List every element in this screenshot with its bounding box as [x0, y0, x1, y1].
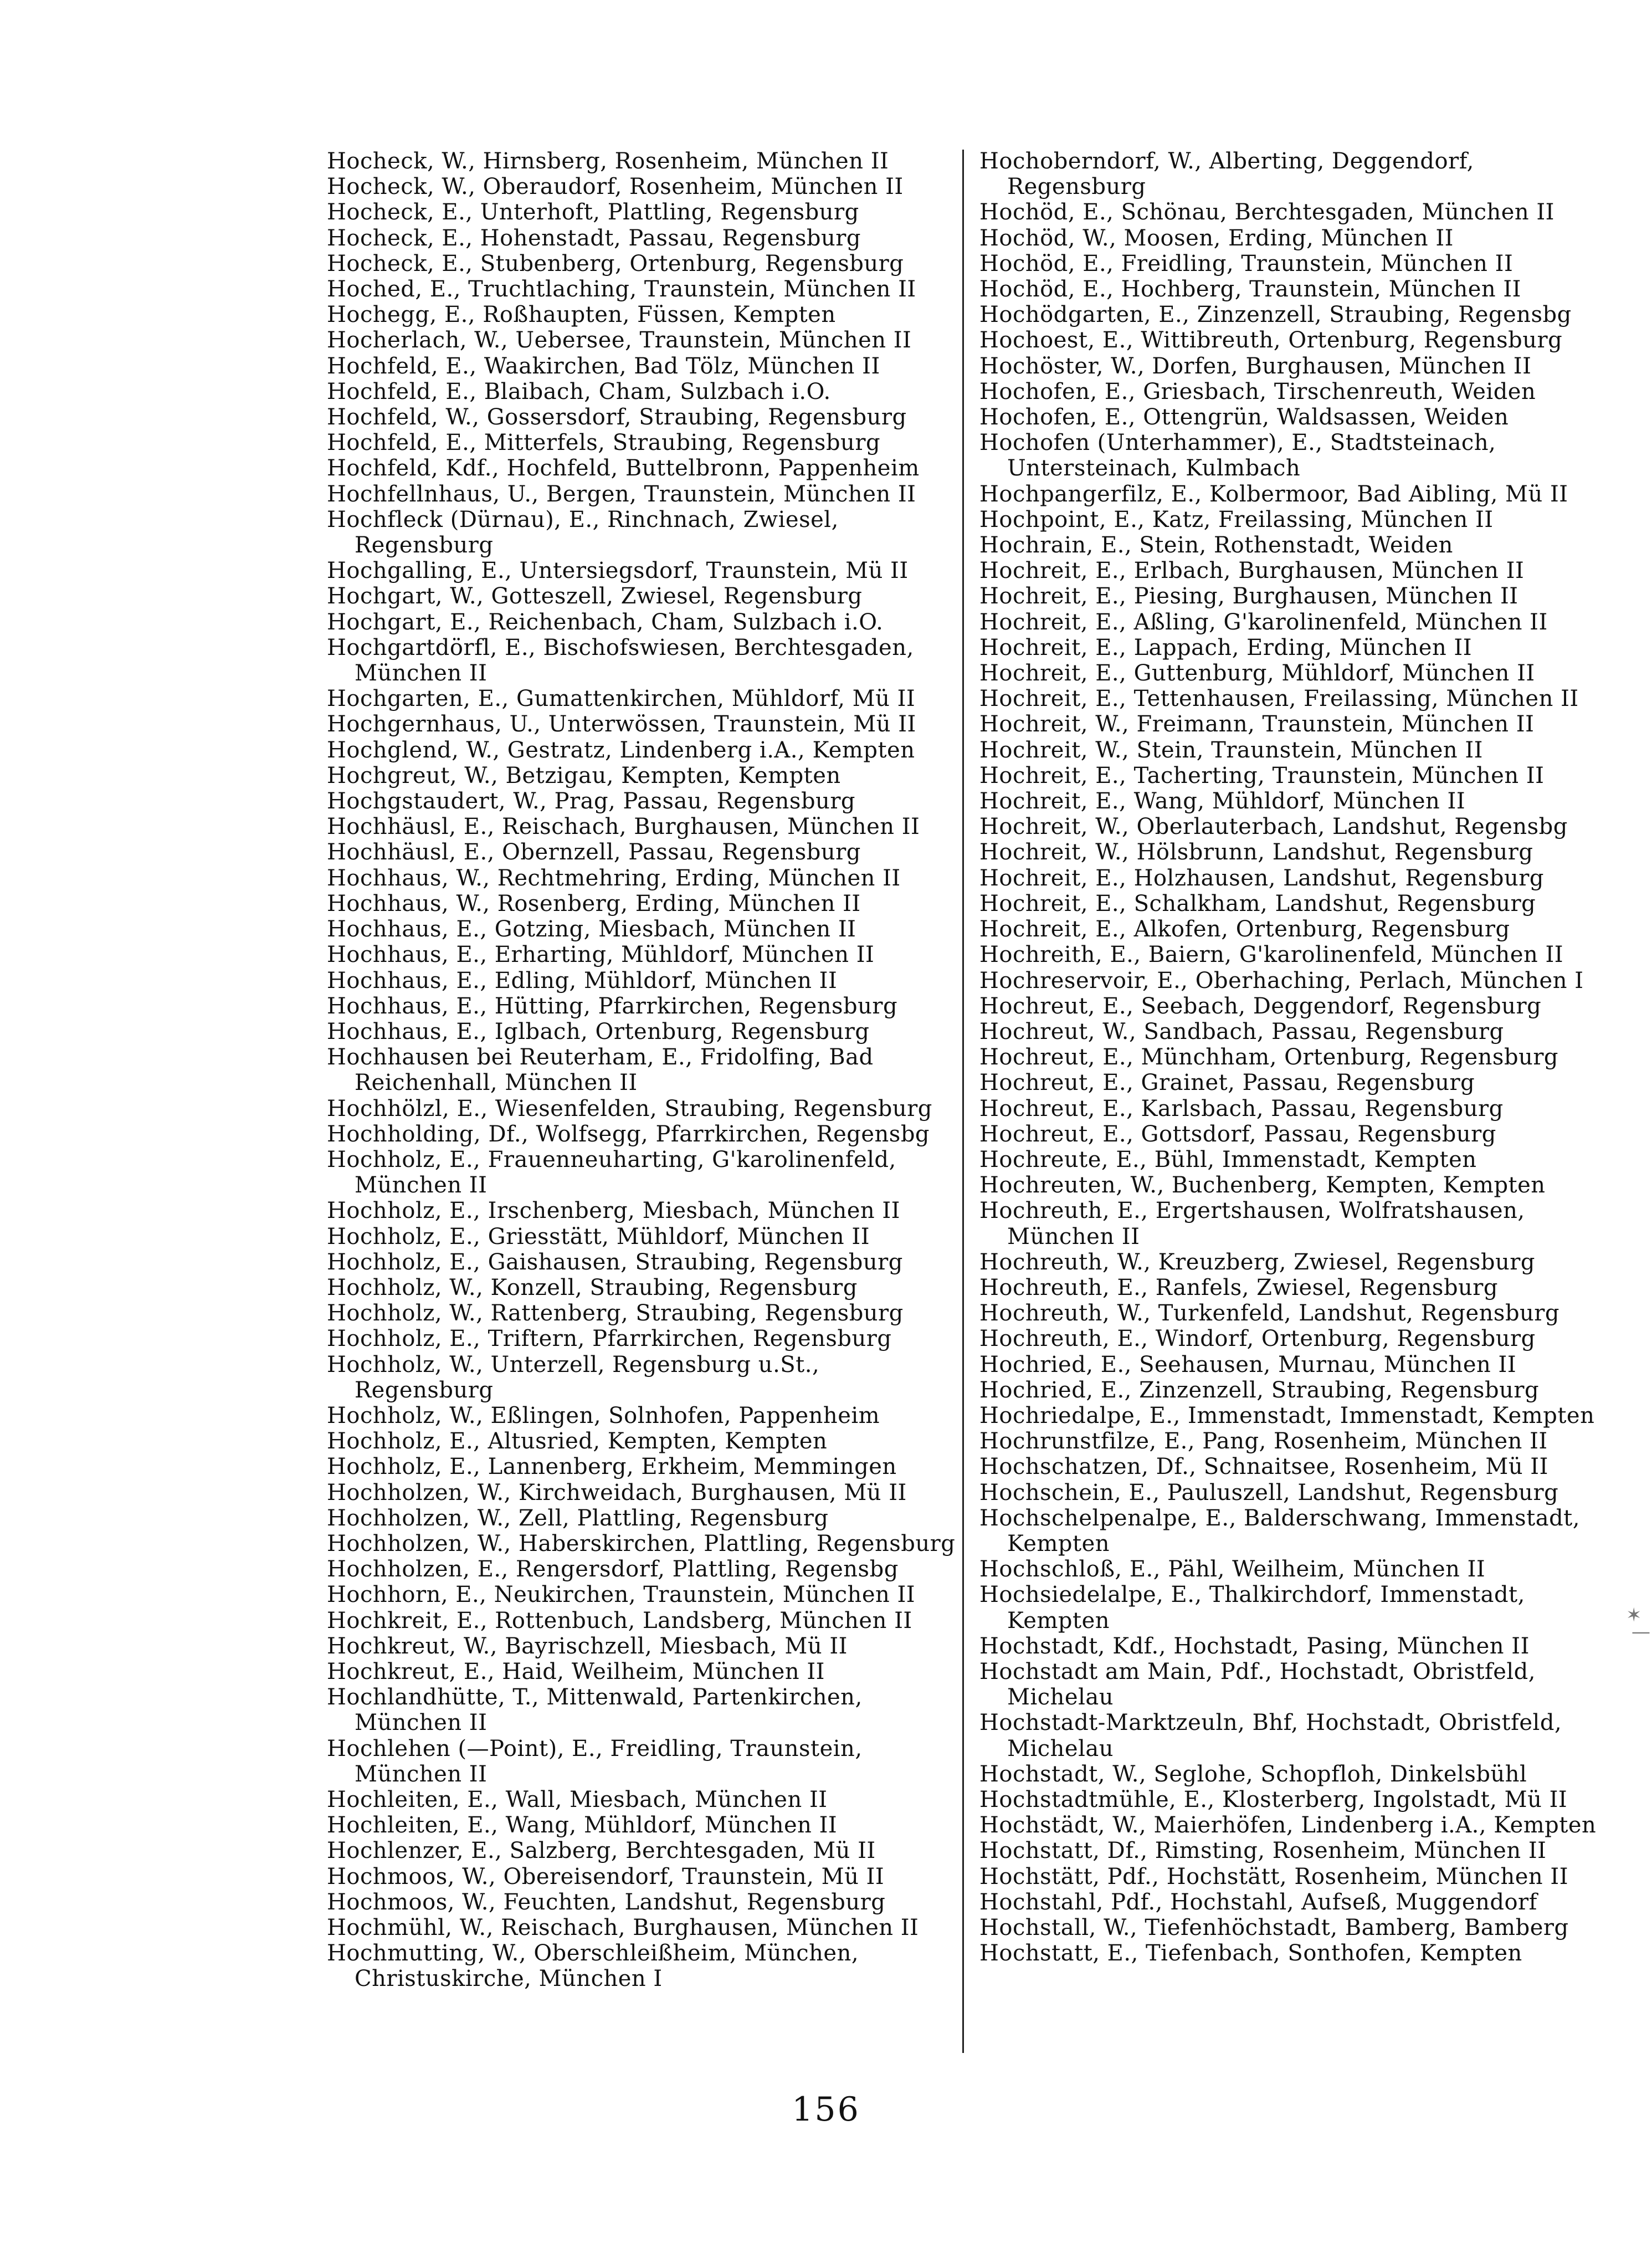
gazetteer-entry: Hochreuth, E., Ranfels, Zwiesel, Regensburg — [979, 1274, 1499, 1300]
gazetteer-entry: Hochhaus, E., Erharting, Mühldorf, München II — [327, 942, 875, 968]
gazetteer-entry: Hochstall, W., Tiefenhöchstadt, Bamberg, Bamberg — [979, 1915, 1569, 1941]
gazetteer-entry: Hocherlach, W., Uebersee, Traunstein, München II — [327, 327, 912, 354]
gazetteer-entry: Hoched, E., Truchtlaching, Traunstein, München II — [327, 277, 916, 303]
gazetteer-entry: Hochstahl, Pdf., Hochstahl, Aufseß, Muggendorf — [979, 1889, 1537, 1915]
gazetteer-entry: Hochofen, E., Ottengrün, Waldsassen, Weiden — [979, 405, 1509, 431]
gazetteer-entry: Hochreut, E., Gottsdorf, Passau, Regensburg — [979, 1121, 1496, 1147]
right-column — [979, 149, 1617, 1966]
gazetteer-entry: Hochholz, E., Griesstätt, Mühldorf, München II — [327, 1223, 870, 1250]
gazetteer-entry: Hochreut, E., Grainet, Passau, Regensburg — [979, 1070, 1475, 1096]
gazetteer-entry: Hochried, E., Zinzenzell, Straubing, Regensburg — [979, 1377, 1540, 1403]
gazetteer-entry: Hochfeld, E., Blaibach, Cham, Sulzbach i.O. — [327, 378, 831, 405]
gazetteer-entry: Hochstadt, Kdf., Hochstadt, Pasing, München II — [979, 1633, 1530, 1659]
gazetteer-entry: Hochöster, W., Dorfen, Burghausen, München II — [979, 353, 1532, 379]
gazetteer-entry: Hochgarten, E., Gumattenkirchen, Mühldorf, Mü II — [327, 686, 916, 712]
gazetteer-entry: Hochreit, W., Freimann, Traunstein, München II — [979, 711, 1535, 738]
gazetteer-entry: Hochreuth, W., Kreuzberg, Zwiesel, Regensburg — [979, 1249, 1536, 1275]
gazetteer-entry: Hocheck, W., Oberaudorf, Rosenheim, München II — [327, 174, 904, 200]
gazetteer-entry: Hochreith, E., Baiern, G'karolinenfeld, München II — [979, 942, 1564, 968]
gazetteer-entry: Hochholz, E., Gaishausen, Straubing, Regensburg — [327, 1249, 903, 1275]
gazetteer-entry: Hochkreut, E., Haid, Weilheim, München II — [327, 1658, 825, 1684]
gazetteer-entry: Hochstädt, W., Maierhöfen, Lindenberg i.A., Kempten — [979, 1812, 1597, 1839]
gazetteer-entry: Hochreuth, E., Windorf, Ortenburg, Regensburg — [979, 1326, 1536, 1352]
gazetteer-entry: Hochhölzl, E., Wiesenfelden, Straubing, Regensburg — [327, 1095, 932, 1122]
gazetteer-entry: Hochlehen (—Point), E., Freidling, Traunstein, München II — [327, 1735, 863, 1787]
gazetteer-entry: Hochfleck (Dürnau), E., Rinchnach, Zwiesel, Regensburg — [327, 506, 839, 559]
gazetteer-entry: Hochstadtmühle, E., Klosterberg, Ingolstadt, Mü II — [979, 1787, 1568, 1812]
gazetteer-entry: Hochhäusl, E., Reischach, Burghausen, München II — [327, 814, 920, 840]
gazetteer-entry: Hochried, E., Seehausen, Murnau, München II — [979, 1351, 1517, 1378]
gazetteer-entry: Hochholzen, E., Rengersdorf, Plattling, Regensbg — [327, 1556, 899, 1583]
gazetteer-entry: Hochreit, E., Tacherting, Traunstein, München II — [979, 762, 1545, 788]
gazetteer-entry: Hochstatt, Df., Rimsting, Rosenheim, München II — [979, 1838, 1547, 1864]
gazetteer-entry: Hochreit, E., Alkofen, Ortenburg, Regensburg — [979, 916, 1510, 943]
gazetteer-entry: Hochriedalpe, E., Immenstadt, Immenstadt, Kempten — [979, 1402, 1595, 1428]
gazetteer-entry: Hochhausen bei Reuterham, E., Fridolfing, Bad Reichenhall, München II — [327, 1044, 874, 1096]
gazetteer-entry: Hochreut, E., Seebach, Deggendorf, Regensburg — [979, 993, 1542, 1019]
gazetteer-entry: Hochholz, E., Irschenberg, Miesbach, München II — [327, 1198, 900, 1224]
gazetteer-entry: Hochleiten, E., Wang, Mühldorf, München II — [327, 1812, 838, 1839]
gazetteer-entry: Hochstatt, E., Tiefenbach, Sonthofen, Kempten — [979, 1940, 1522, 1967]
gazetteer-entry: Hochholz, W., Unterzell, Regensburg u.St., Regensburg — [327, 1351, 820, 1403]
gazetteer-entry: Hochholz, E., Altusried, Kempten, Kempten — [327, 1428, 828, 1455]
gazetteer-entry: Hochholz, W., Konzell, Straubing, Regensburg — [327, 1274, 858, 1300]
gazetteer-entry: Hocheck, E., Stubenberg, Ortenburg, Regensburg — [327, 250, 904, 277]
gazetteer-entry: Hochfeld, E., Waakirchen, Bad Tölz, München II — [327, 353, 880, 379]
gazetteer-entry: Hochkreut, W., Bayrischzell, Miesbach, Mü II — [327, 1633, 848, 1659]
gazetteer-entry: Hochholz, W., Eßlingen, Solnhofen, Pappenheim — [327, 1402, 880, 1428]
gazetteer-entry: Hochreuth, E., Ergertshausen, Wolfratshausen, München II — [979, 1198, 1525, 1250]
gazetteer-entry: Hochgartdörfl, E., Bischofswiesen, Berchtesgaden, München II — [327, 634, 914, 687]
gazetteer-entry: Hochgart, E., Reichenbach, Cham, Sulzbach i.O. — [327, 609, 884, 635]
gazetteer-entry: Hochhäusl, E., Obernzell, Passau, Regensburg — [327, 839, 861, 866]
gazetteer-entry: Hochreut, W., Sandbach, Passau, Regensburg — [979, 1018, 1504, 1044]
gazetteer-entry: Hochrunstfilze, E., Pang, Rosenheim, München II — [979, 1428, 1548, 1455]
gazetteer-entry: Hochholz, W., Rattenberg, Straubing, Regensburg — [327, 1300, 904, 1327]
gazetteer-entry: Hochfellnhaus, U., Bergen, Traunstein, München II — [327, 481, 916, 507]
gazetteer-entry: Hochschatzen, Df., Schnaitsee, Rosenheim, Mü II — [979, 1454, 1548, 1480]
gazetteer-entry: Hochegg, E., Roßhaupten, Füssen, Kempten — [327, 302, 836, 328]
gazetteer-entry: Hochreuth, W., Turkenfeld, Landshut, Regensburg — [979, 1300, 1560, 1327]
gazetteer-entry: Hochreut, E., Karlsbach, Passau, Regensburg — [979, 1095, 1504, 1122]
gazetteer-entry: Hochhaus, W., Rechtmehring, Erding, München II — [327, 865, 901, 891]
gazetteer-entry: Hochoest, E., Wittibreuth, Ortenburg, Regensburg — [979, 327, 1563, 354]
gazetteer-entry: Hochreit, W., Stein, Traunstein, München II — [979, 737, 1483, 763]
gazetteer-entry: Hocheck, E., Unterhoft, Plattling, Regensburg — [327, 199, 859, 226]
gazetteer-entry: Hochgalling, E., Untersiegsdorf, Traunstein, Mü II — [327, 558, 909, 584]
gazetteer-entry: Hochgart, W., Gotteszell, Zwiesel, Regensburg — [327, 583, 863, 610]
gazetteer-entry: Hochhaus, E., Iglbach, Ortenburg, Regensburg — [327, 1018, 870, 1044]
gazetteer-entry: Hochholzen, W., Kirchweidach, Burghausen, Mü II — [327, 1479, 907, 1506]
gazetteer-entry: Hochreuten, W., Buchenberg, Kempten, Kempten — [979, 1172, 1546, 1199]
gazetteer-entry: Hochhaus, W., Rosenberg, Erding, München II — [327, 890, 861, 916]
gazetteer-entry: Hochreit, W., Oberlauterbach, Landshut, Regensbg — [979, 814, 1568, 840]
gazetteer-entry: Hochleiten, E., Wall, Miesbach, München II — [327, 1787, 828, 1812]
gazetteer-entry: Hochreit, E., Lappach, Erding, München II — [979, 634, 1473, 660]
gazetteer-entry: Hochstätt, Pdf., Hochstätt, Rosenheim, München II — [979, 1863, 1568, 1890]
gazetteer-entry: Hochreit, E., Tettenhausen, Freilassing, München II — [979, 686, 1579, 712]
gazetteer-entry: Hochgreut, W., Betzigau, Kempten, Kempten — [327, 762, 841, 788]
gazetteer-entry: Hochreservoir, E., Oberhaching, Perlach, München I — [979, 967, 1584, 994]
gazetteer-entry: Hochholz, E., Frauenneuharting, G'karolinenfeld, München II — [327, 1146, 896, 1199]
gazetteer-entry: Hochschelpenalpe, E., Balderschwang, Immenstadt, Kempten — [979, 1505, 1580, 1556]
gazetteer-entry: Hochöd, E., Freidling, Traunstein, München II — [979, 250, 1514, 277]
page-number: 156 — [792, 2090, 860, 2129]
gazetteer-entry: Hochofen, E., Griesbach, Tirschenreuth, Weiden — [979, 378, 1536, 405]
gazetteer-entry: Hochmühl, W., Reischach, Burghausen, München II — [327, 1915, 919, 1941]
gazetteer-entry: Hocheck, W., Hirnsberg, Rosenheim, München II — [327, 149, 889, 174]
gazetteer-entry: Hochreit, E., Schalkham, Landshut, Regensburg — [979, 890, 1536, 916]
gazetteer-entry: Hochgernhaus, U., Unterwössen, Traunstein, Mü II — [327, 711, 916, 738]
gazetteer-entry: Hochreit, E., Piesing, Burghausen, München II — [979, 583, 1518, 610]
gazetteer-entry: Hochhorn, E., Neukirchen, Traunstein, München II — [327, 1582, 916, 1608]
gazetteer-entry: Hochmoos, W., Obereisendorf, Traunstein, Mü II — [327, 1863, 885, 1890]
gazetteer-entry: Hochreit, E., Guttenburg, Mühldorf, München II — [979, 660, 1535, 687]
gazetteer-entry: Hochreit, E., Aßling, G'karolinenfeld, München II — [979, 609, 1548, 635]
gazetteer-entry: Hochpoint, E., Katz, Freilassing, München II — [979, 506, 1494, 533]
gazetteer-entry: Hochöd, E., Hochberg, Traunstein, München II — [979, 277, 1521, 303]
gazetteer-entry: Hochoberndorf, W., Alberting, Deggendorf, Regensburg — [979, 149, 1474, 200]
gazetteer-entry: Hochlenzer, E., Salzberg, Berchtesgaden, Mü II — [327, 1838, 876, 1864]
gazetteer-entry: Hochmutting, W., Oberschleißheim, München, Christuskirche, München I — [327, 1940, 859, 1992]
gazetteer-entry: Hochstadt, W., Seglohe, Schopfloh, Dinkelsbühl — [979, 1761, 1527, 1787]
gazetteer-entry: Hochöd, E., Schönau, Berchtesgaden, München II — [979, 199, 1554, 226]
margin-mark: ✶ — [1626, 1604, 1642, 1626]
gazetteer-entry: Hocheck, E., Hohenstadt, Passau, Regensburg — [327, 225, 861, 251]
gazetteer-entry: Hochhaus, E., Edling, Mühldorf, München II — [327, 967, 838, 994]
gazetteer-entry: Hochsiedelalpe, E., Thalkirchdorf, Immenstadt, Kempten — [979, 1582, 1525, 1634]
gazetteer-entry: Hochglend, W., Gestratz, Lindenberg i.A., Kempten — [327, 737, 915, 763]
gazetteer-entry: Hochreit, E., Wang, Mühldorf, München II — [979, 788, 1466, 815]
gazetteer-entry: Hochreit, E., Erlbach, Burghausen, München II — [979, 558, 1525, 584]
gazetteer-entry: Hochkreit, E., Rottenbuch, Landsberg, München II — [327, 1607, 912, 1634]
margin-mark: — — [1632, 1621, 1650, 1643]
left-column — [327, 149, 964, 1992]
gazetteer-entry: Hochmoos, W., Feuchten, Landshut, Regensburg — [327, 1889, 886, 1915]
gazetteer-entry: Hochödgarten, E., Zinzenzell, Straubing, Regensbg — [979, 302, 1572, 328]
gazetteer-entry: Hochlandhütte, T., Mittenwald, Partenkirchen, München II — [327, 1684, 863, 1736]
gazetteer-entry: Hochrain, E., Stein, Rothenstadt, Weiden — [979, 533, 1453, 559]
gazetteer-entry: Hochreit, E., Holzhausen, Landshut, Regensburg — [979, 865, 1544, 891]
gazetteer-entry: Hochfeld, Kdf., Hochfeld, Buttelbronn, Pappenheim — [327, 455, 920, 482]
gazetteer-entry: Hochschloß, E., Pähl, Weilheim, München II — [979, 1556, 1486, 1583]
gazetteer-entry: Hochgstaudert, W., Prag, Passau, Regensburg — [327, 788, 856, 815]
gazetteer-entry: Hochpangerfilz, E., Kolbermoor, Bad Aibling, Mü II — [979, 481, 1568, 507]
column-divider — [962, 150, 964, 2053]
gazetteer-entry: Hochholzen, W., Haberskirchen, Plattling, Regensburg — [327, 1530, 956, 1556]
gazetteer-entry: Hochstadt am Main, Pdf., Hochstadt, Obristfeld, Michelau — [979, 1658, 1536, 1711]
gazetteer-entry: Hochhaus, E., Hütting, Pfarrkirchen, Regensburg — [327, 993, 898, 1019]
gazetteer-entry: Hochofen (Unterhammer), E., Stadtsteinach, Untersteinach, Kulmbach — [979, 430, 1496, 482]
gazetteer-entry: Hochfeld, W., Gossersdorf, Straubing, Regensburg — [327, 405, 907, 431]
gazetteer-entry: Hochöd, W., Moosen, Erding, München II — [979, 225, 1454, 251]
gazetteer-entry: Hochreit, W., Hölsbrunn, Landshut, Regensburg — [979, 839, 1533, 866]
gazetteer-entry: Hochreute, E., Bühl, Immenstadt, Kempten — [979, 1146, 1477, 1172]
gazetteer-entry: Hochholz, E., Lannenberg, Erkheim, Memmingen — [327, 1454, 897, 1480]
gazetteer-entry: Hochholz, E., Triftern, Pfarrkirchen, Regensburg — [327, 1326, 892, 1352]
gazetteer-entry: Hochfeld, E., Mitterfels, Straubing, Regensburg — [327, 430, 881, 456]
gazetteer-entry: Hochholzen, W., Zell, Plattling, Regensburg — [327, 1505, 829, 1531]
gazetteer-entry: Hochschein, E., Pauluszell, Landshut, Regensburg — [979, 1479, 1559, 1506]
gazetteer-entry: Hochreut, E., Münchham, Ortenburg, Regensburg — [979, 1044, 1559, 1071]
gazetteer-entry: Hochstadt-Marktzeuln, Bhf, Hochstadt, Obristfeld, Michelau — [979, 1710, 1562, 1762]
gazetteer-entry: Hochhaus, E., Gotzing, Miesbach, München II — [327, 916, 856, 943]
gazetteer-entry: Hochholding, Df., Wolfsegg, Pfarrkirchen, Regensbg — [327, 1121, 930, 1147]
